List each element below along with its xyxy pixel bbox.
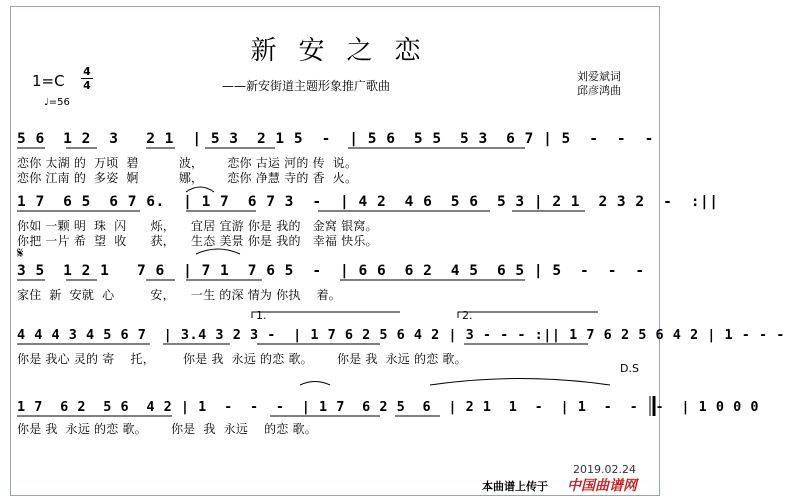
key-signature: 1=C — [32, 72, 65, 90]
ds-marking: D.S — [620, 362, 639, 375]
slur — [186, 187, 214, 192]
notation-row-3: 3 5 1 2 1 7 6 | 7 1 7 6 5 - | 6 6 6 2 4 5 6 5 | 5 - - - — [17, 263, 645, 279]
volta-2-bracket — [458, 312, 598, 318]
volta-1-label: 1. — [256, 309, 267, 322]
lyricist-credit: 刘爱斌词 — [577, 70, 621, 83]
volta-1-bracket — [252, 312, 400, 318]
composer-credit: 邱彦鸿曲 — [577, 84, 621, 97]
slur — [196, 249, 240, 254]
lyric-row-2-verse-1: 你如 一颗 明 珠 闪 烁， 宜居 宜游 你是 我的 金窝 银窝。 — [17, 219, 378, 233]
lyric-row-1-verse-1: 恋你 太湖 的 万顷 碧 波， 恋你 古运 河的 传 说。 — [17, 156, 358, 170]
date-stamp: 2019.02.24 — [573, 463, 636, 476]
lyric-row-4: 你是 我心 灵的 寄 托， 你是 我 永远 的恋 歌。 你是 我 永远 的恋 歌。 — [17, 352, 467, 366]
lyric-row-3: 家住 新 安就 心 安， 一生 的深 情为 你执 着。 — [17, 288, 341, 302]
site-logo[interactable]: 中国曲谱网 — [567, 478, 637, 494]
lyric-row-2-verse-2: 你把 一片 希 望 收 获， 生态 美景 你是 我的 幸福 快乐。 — [17, 234, 378, 248]
notation-row-5: 1 7 6 2 5 6 4 2 | 1 - - - | 1 7 6 2 5 6 | 2 1 1 - | 1 - - - | 1 0 0 0 — [17, 399, 759, 415]
time-signature-top: 4 — [83, 65, 91, 78]
segno-sign: 𝄋 — [17, 244, 24, 262]
notation-row-4: 4 4 4 3 4 5 6 7 | 3.4 3 2 3 - | 1 7 6 2 5 6 4 2 | 3 - - - :|| 1 7 6 2 5 6 4 2 | 1 - - - — [17, 327, 785, 343]
song-subtitle: ——新安街道主题形象推广歌曲 — [222, 79, 391, 93]
upload-caption: 本曲谱上传于 — [482, 480, 548, 493]
notation-row-1: 5 6 1 2 3 2 1 | 5 3 2 1 5 - | 5 6 5 5 5 3 6 7 | 5 - - - — [17, 131, 654, 147]
slur — [430, 379, 610, 386]
volta-2-label: 2. — [462, 309, 473, 322]
notation-row-2: 1 7 6 5 6 7 6. | 1 7 6 7 3 - | 4 2 4 6 5 6 5 3 | 2 1 2 3 2 - :|| — [17, 194, 719, 210]
time-signature-bottom: 4 — [83, 79, 91, 92]
slur — [300, 382, 330, 386]
lyric-row-1-verse-2: 恋你 江南 的 多姿 婀 娜， 恋你 净慧 寺的 香 火。 — [17, 171, 358, 185]
song-title: 新安之恋 — [250, 36, 443, 66]
lyric-row-5: 你是 我 永远 的恋 歌。 你是 我 永远 的恋 歌。 — [17, 422, 317, 436]
tempo-marking: ♩=56 — [44, 97, 70, 108]
